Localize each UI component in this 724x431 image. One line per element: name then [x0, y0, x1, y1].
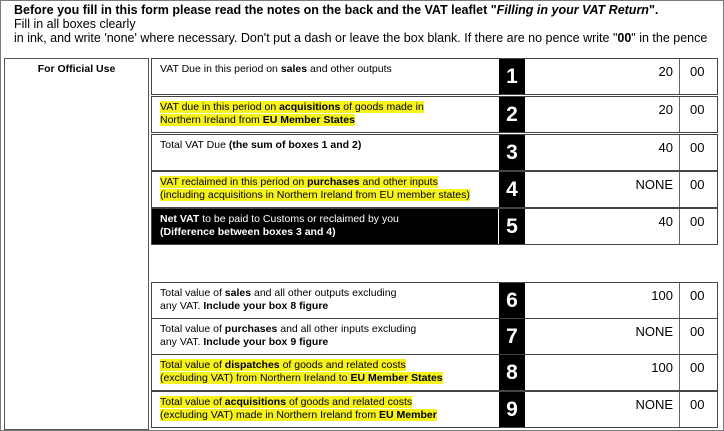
- box-number: 7: [499, 319, 525, 354]
- instructions-heading: [14, 3, 720, 17]
- box-number: 6: [499, 283, 525, 318]
- amount-value: 40: [658, 140, 673, 155]
- desc-text: any VAT.: [160, 299, 204, 312]
- desc-text: Total VAT Due: [160, 139, 229, 151]
- official-use-label: For Official Use: [37, 63, 116, 75]
- box-description: [152, 283, 498, 318]
- desc-bold: (the sum of boxes 1 and 2): [228, 139, 362, 151]
- box-description: [152, 319, 498, 354]
- desc-text: of goods made in: [340, 101, 424, 113]
- amount-field[interactable]: [525, 172, 680, 207]
- vat-box-row-7: [151, 318, 718, 355]
- vat-box-row-5: [151, 208, 718, 245]
- desc-bold: Net VAT: [160, 213, 200, 225]
- amount-field[interactable]: [525, 319, 680, 354]
- desc-text: to be paid to Customs or reclaimed by you: [199, 213, 399, 225]
- pence-value: 00: [690, 214, 705, 229]
- pence-field[interactable]: [680, 209, 717, 244]
- desc-text: (excluding VAT) made in Northern Ireland from: [160, 408, 380, 421]
- amount-field[interactable]: [525, 59, 680, 94]
- desc-bold: dispatches: [224, 359, 280, 371]
- vat-box-row-8: [151, 354, 718, 391]
- vat-box-row-6: [151, 282, 718, 319]
- pence-value: 00: [690, 324, 705, 339]
- desc-bold: acquisitions: [279, 101, 341, 113]
- desc-text: (excluding VAT) from Northern Ireland to: [160, 371, 351, 384]
- desc-text: and other outputs: [307, 63, 392, 75]
- instructions-text: in ink, and write 'none' where necessary. Don't put a dash or leave the box blank. If there are no pence write ": [14, 31, 618, 45]
- amount-value: 100: [651, 288, 673, 303]
- box-number: 8: [499, 355, 525, 390]
- pence-field[interactable]: [680, 172, 717, 207]
- desc-text: Northern Ireland from: [160, 113, 263, 126]
- vat-box-row-9: [151, 391, 718, 428]
- pence-field[interactable]: [680, 135, 717, 170]
- desc-bold: EU Member: [379, 408, 437, 421]
- pence-field[interactable]: [680, 355, 717, 390]
- box-description: [152, 97, 498, 132]
- leaflet-title: Filling in your VAT Return: [496, 3, 649, 17]
- pence-field[interactable]: [680, 283, 717, 318]
- pence-value: 00: [690, 64, 705, 79]
- pence-field[interactable]: [680, 319, 717, 354]
- vat-box-row-4: [151, 171, 718, 208]
- box-description: [152, 59, 498, 94]
- desc-text: Total value of: [160, 359, 225, 371]
- vat-box-row-1: [151, 58, 718, 95]
- desc-text: Total value of: [160, 323, 225, 335]
- box-number: 9: [499, 392, 525, 427]
- amount-value: 100: [651, 360, 673, 375]
- desc-bold: EU Member States: [262, 113, 355, 126]
- desc-bold: purchases: [307, 176, 360, 188]
- box-number: 3: [499, 135, 525, 170]
- pence-field[interactable]: [680, 392, 717, 427]
- heading-end: ".: [648, 3, 659, 17]
- desc-bold: purchases: [224, 323, 278, 335]
- form-header: [14, 3, 720, 45]
- box-description: [152, 172, 498, 207]
- desc-bold: Include your box 9 figure: [203, 335, 329, 348]
- desc-text: of goods and related costs: [279, 359, 406, 371]
- box-number: 5: [499, 209, 525, 244]
- desc-bold: EU Member States: [350, 371, 443, 384]
- heading-text: Before you fill in this form please read the notes on the back and the VAT leaflet ": [14, 3, 497, 17]
- amount-field[interactable]: [525, 135, 680, 170]
- desc-text: and other inputs: [359, 176, 438, 188]
- desc-text: VAT due in this period on: [160, 101, 280, 113]
- desc-bold: sales: [280, 63, 308, 75]
- box-description: [152, 209, 498, 244]
- desc-text: VAT Due in this period on: [160, 63, 281, 75]
- box-description: [152, 355, 498, 390]
- desc-text: any VAT.: [160, 335, 204, 348]
- vat-box-row-3: [151, 134, 718, 171]
- desc-bold: sales: [224, 287, 252, 299]
- pence-value: 00: [690, 288, 705, 303]
- box-number: 4: [499, 172, 525, 207]
- pence-field[interactable]: [680, 97, 717, 132]
- instructions-end: " in the pence: [631, 31, 708, 45]
- pence-value: 00: [690, 397, 705, 412]
- desc-text: Total value of: [160, 287, 225, 299]
- desc-text: VAT reclaimed in this period on: [160, 176, 308, 188]
- box-description: [152, 135, 498, 170]
- desc-text: and all other outputs excluding: [251, 287, 397, 299]
- desc-text: and all other inputs excluding: [277, 323, 417, 335]
- desc-bold: Include your box 8 figure: [203, 299, 329, 312]
- vat-box-row-2: [151, 96, 718, 133]
- box-description: [152, 392, 498, 427]
- instructions-line-1: Fill in all boxes clearly: [14, 17, 136, 31]
- pence-field[interactable]: [680, 59, 717, 94]
- pence-value: 00: [690, 102, 705, 117]
- desc-bold: acquisitions: [224, 396, 287, 408]
- amount-value: NONE: [635, 324, 673, 339]
- pence-example: 00: [617, 31, 632, 45]
- amount-field[interactable]: [525, 355, 680, 390]
- desc-text: (including acquisitions in Northern Ireland from EU member states): [160, 188, 470, 201]
- amount-value: 20: [658, 102, 673, 117]
- desc-bold: (Difference between boxes 3 and 4): [160, 225, 336, 238]
- amount-field[interactable]: [525, 392, 680, 427]
- amount-field[interactable]: [525, 97, 680, 132]
- pence-value: 00: [690, 177, 705, 192]
- pence-value: 00: [690, 140, 705, 155]
- desc-text: Total value of: [160, 396, 225, 408]
- amount-value: 40: [658, 214, 673, 229]
- desc-text: of goods and related costs: [286, 396, 413, 408]
- pence-value: 00: [690, 360, 705, 375]
- amount-field[interactable]: [525, 209, 680, 244]
- amount-value: NONE: [635, 397, 673, 412]
- box-number: 2: [499, 97, 525, 132]
- official-use-box: [4, 58, 149, 430]
- box-number: 1: [499, 59, 525, 94]
- amount-field[interactable]: [525, 283, 680, 318]
- instructions-line-2: [14, 31, 720, 45]
- amount-value: 20: [658, 64, 673, 79]
- amount-value: NONE: [635, 177, 673, 192]
